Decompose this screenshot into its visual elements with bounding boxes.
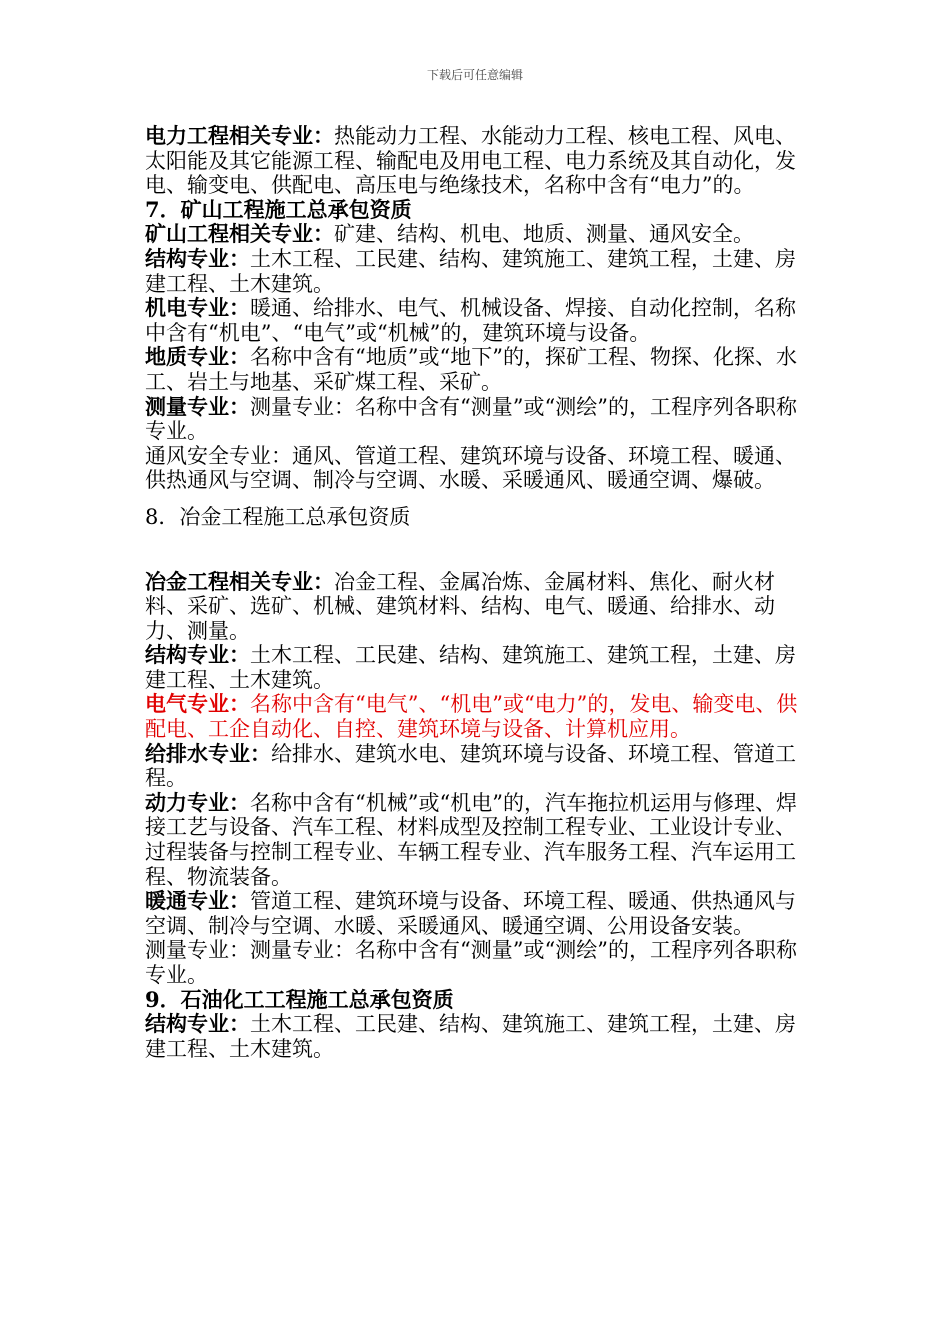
text: 热能动力工程、水能动力工程、核电工程、风电、太阳能及其它能源工程、输配电及用电工程、电力系统及其自动化，发电、输变电、供配电、高压电与绝缘技术，名称中含有“电力”的。 [145,124,796,198]
text: 土木工程、工民建、结构、建筑施工、建筑工程，土建、房建工程、土木建筑。 [145,246,796,296]
text: 管道工程、建筑环境与设备、环境工程、暖通、供热通风与空调、制冷与空调、水暖、采暖通风、暖通空调、公用设备安装。 [145,889,796,938]
text: 土木工程、工民建、结构、建筑施工、建筑工程，土建、房建工程、土木建筑。 [145,643,796,692]
section-heading-8: 8．冶金工程施工总承包资质 [145,504,411,529]
text: 给排水、建筑水电、建筑环境与设备、环境工程、管道工程。 [145,741,796,791]
paragraph-mining-related [145,222,815,247]
label: 测量专业： [145,393,250,419]
paragraph-structure [145,1012,815,1061]
label: 机电专业： [145,295,250,321]
paragraph-survey: 测量专业：测量专业：名称中含有“测量”或“测绘”的，工程序列各职称专业。 [145,938,797,987]
text: 土木工程、工民建、结构、建筑施工、建筑工程，土建、房建工程、土木建筑。 [145,1012,796,1061]
label: 暖通专业： [145,888,250,914]
text: 测量专业：名称中含有“测量”或“测绘”的，工程序列各职称专业。 [145,394,797,444]
paragraph-hvac [145,889,815,938]
document-body [145,124,815,1061]
text: 名称中含有“机械”或“机电”的，汽车拖拉机运用与修理、焊接工艺与设备、汽车工程、材料成型及控制工程专业、工业设计专业、过程装备与控制工程专业、车辆工程专业、汽车服务工程、汽车运用工程、物流装备。 [145,790,797,889]
label: 结构专业： [145,1011,250,1037]
label: 电力工程相关专业： [145,123,334,148]
paragraph-geology [145,345,815,394]
label: 冶金工程相关专业： [145,568,334,594]
page-header: 下载后可任意编辑 [426,68,523,82]
label: 结构专业： [145,642,250,668]
section-heading-9: 9．石油化工工程施工总承包资质 [145,986,454,1012]
paragraph-power-related [145,124,815,198]
text: 名称中含有“电气”、“机电”或“电力”的，发电、输变电、供配电、工企自动化、自控、建筑环境与设备、计算机应用。 [145,692,798,742]
section-heading-7: 7．矿山工程施工总承包资质 [145,196,412,222]
paragraph-structure [145,643,815,692]
paragraph-mechanical-electrical [145,296,815,345]
paragraph-survey [145,395,815,444]
paragraph-metallurgy-related [145,570,815,644]
paragraph-water [145,742,815,791]
paragraph-power [145,791,815,889]
label: 地质专业： [145,344,250,370]
text: 冶金工程、金属冶炼、金属材料、焦化、耐火材料、采矿、选矿、机械、建筑材料、结构、电气、暖通、给排水、动力、测量。 [145,569,775,643]
paragraph-ventilation: 通风安全专业：通风、管道工程、建筑环境与设备、环境工程、暖通、供热通风与空调、制冷与空调、水暖、采暖通风、暖通空调、爆破。 [145,443,796,493]
label: 电气专业： [145,691,250,717]
paragraph-structure [145,247,815,296]
label: 给排水专业： [145,740,271,766]
text: 矿建、结构、机电、地质、测量、通风安全。 [334,222,754,247]
text: 暖通、给排水、电气、机械设备、焊接、自动化控制，名称中含有“机电”、“电气”或“机械”的，建筑环境与设备。 [145,296,796,345]
paragraph-electrical [145,692,815,741]
label: 矿山工程相关专业： [145,221,334,247]
label: 动力专业： [145,789,250,815]
text: 名称中含有“地质”或“地下”的，探矿工程、物探、化探、水工、岩土与地基、采矿煤工程、采矿。 [145,345,797,394]
label: 结构专业： [145,245,250,271]
